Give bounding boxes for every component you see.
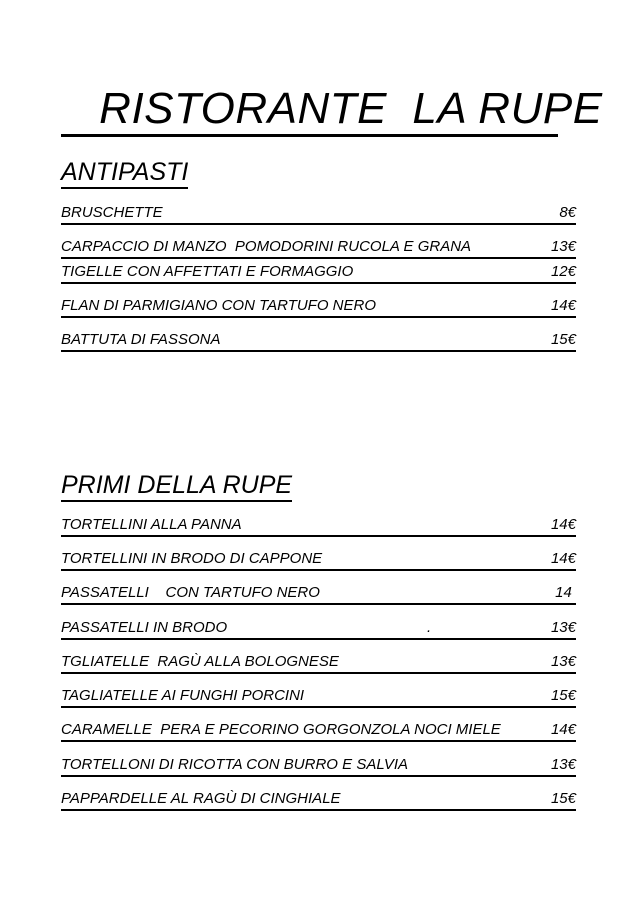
item-price: 14€	[550, 516, 576, 533]
item-price: 15€	[550, 331, 576, 348]
item-name: PAPPARDELLE AL RAGÙ DI CINGHIALE	[61, 790, 341, 807]
menu-item	[61, 583, 576, 605]
item-name: TGLIATELLE RAGÙ ALLA BOLOGNESE	[61, 653, 339, 670]
restaurant-title: RISTORANTE LA RUPE	[61, 84, 558, 137]
item-price: 15€	[550, 790, 576, 807]
item-name: TIGELLE CON AFFETTATI E FORMAGGIO	[61, 263, 354, 280]
menu-item	[61, 549, 576, 571]
item-name: PASSATELLI CON TARTUFO NERO	[61, 584, 320, 601]
item-name: BATTUTA DI FASSONA	[61, 331, 221, 348]
item-price: 14	[555, 584, 576, 601]
item-name: TORTELLINI IN BRODO DI CAPPONE	[61, 550, 323, 567]
menu-item	[61, 203, 576, 225]
item-name: TORTELLONI DI RICOTTA CON BURRO E SALVIA	[61, 756, 409, 773]
item-name: CARPACCIO DI MANZO POMODORINI RUCOLA E GRANA	[61, 238, 472, 255]
item-name: CARAMELLE PERA E PECORINO GORGONZOLA NOCI MIELE	[61, 721, 501, 738]
item-price: 8€	[559, 204, 576, 221]
item-price: 14€	[550, 297, 576, 314]
item-name: PASSATELLI IN BRODO	[61, 619, 228, 636]
menu-item	[61, 720, 576, 742]
item-price: 13€	[550, 238, 576, 255]
menu-item	[61, 515, 576, 537]
item-price: 13€	[550, 653, 576, 670]
menu-item	[61, 296, 576, 318]
item-price: 14€	[550, 550, 576, 567]
menu-item	[61, 652, 576, 674]
menu-item	[61, 618, 576, 640]
menu-item	[61, 686, 576, 708]
item-price: 15€	[550, 687, 576, 704]
item-name: TORTELLINI ALLA PANNA	[61, 516, 242, 533]
item-price: 14€	[550, 721, 576, 738]
item-price: 13€	[550, 619, 576, 636]
item-name: BRUSCHETTE	[61, 204, 163, 221]
item-name: TAGLIATELLE AI FUNGHI PORCINI	[61, 687, 305, 704]
menu-item	[61, 789, 576, 811]
section-heading-antipasti: ANTIPASTI	[61, 157, 188, 189]
item-price: 12€	[550, 263, 576, 280]
stray-dot: .	[427, 619, 432, 636]
item-price: 13€	[550, 756, 576, 773]
menu-item	[61, 330, 576, 352]
menu-item	[61, 237, 576, 259]
menu-item	[61, 262, 576, 284]
item-name: FLAN DI PARMIGIANO CON TARTUFO NERO	[61, 297, 377, 314]
menu-item	[61, 755, 576, 777]
section-heading-primi: PRIMI DELLA RUPE	[61, 470, 292, 502]
